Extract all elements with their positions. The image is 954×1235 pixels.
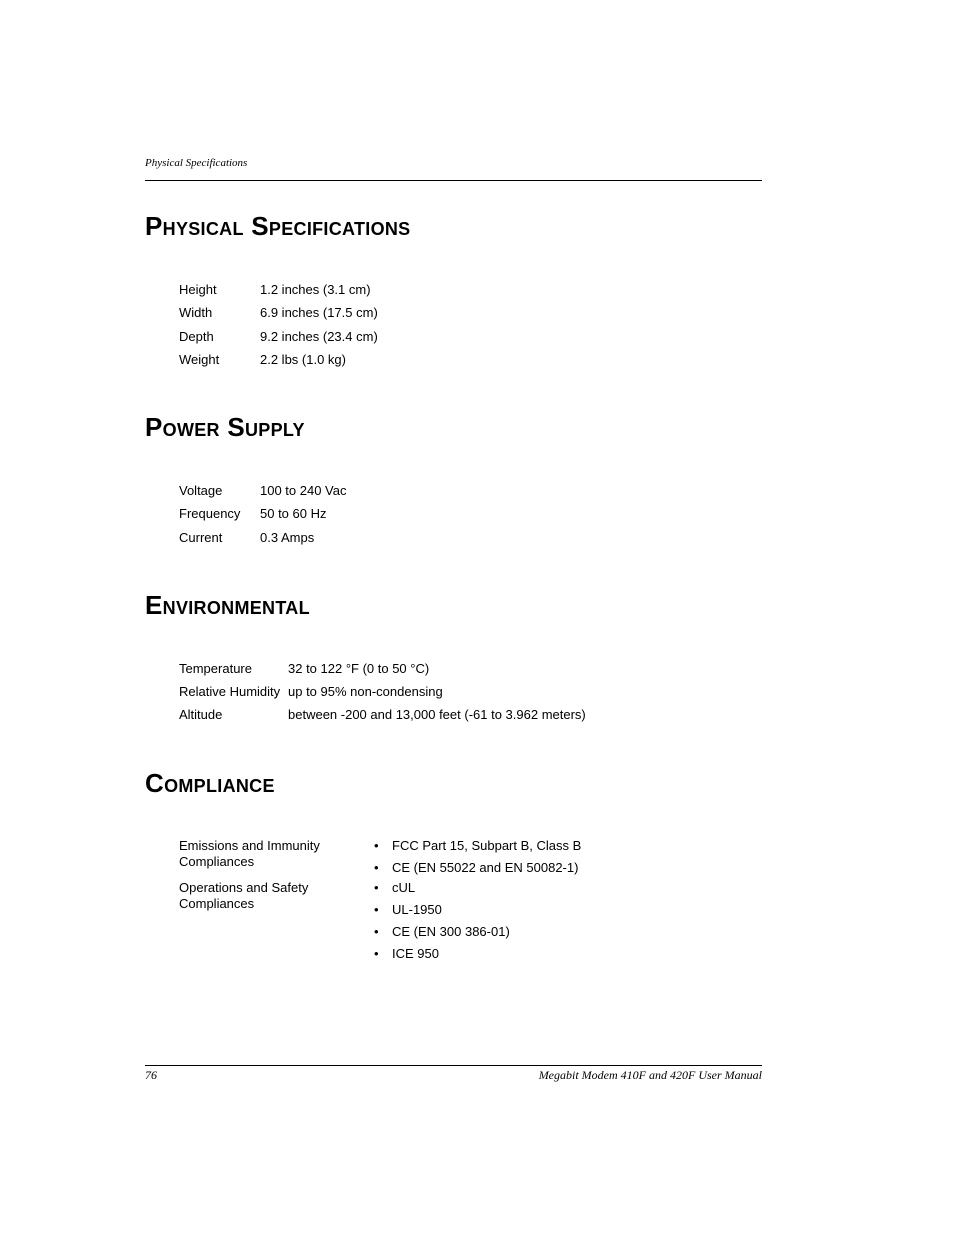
- spec-value: 9.2 inches (23.4 cm): [260, 329, 378, 344]
- bullet-icon: •: [374, 902, 379, 917]
- spec-label: Current: [179, 530, 223, 545]
- spec-label: Altitude: [179, 707, 223, 722]
- spec-value: 0.3 Amps: [260, 530, 315, 545]
- bullet-icon: •: [374, 838, 379, 853]
- spec-label: Temperature: [179, 661, 252, 676]
- bullet-icon: •: [374, 924, 379, 939]
- spec-label: Depth: [179, 329, 214, 344]
- spec-value: 100 to 240 Vac: [260, 483, 347, 498]
- spec-value: 6.9 inches (17.5 cm): [260, 305, 378, 320]
- compliance-item-text: CE (EN 300 386-01): [392, 924, 510, 939]
- section-title-environmental: Environmental: [145, 590, 310, 620]
- spec-label: Height: [179, 282, 217, 297]
- bullet-icon: •: [374, 860, 379, 875]
- spec-value: up to 95% non-condensing: [288, 684, 443, 699]
- spec-label: Width: [179, 305, 213, 320]
- spec-value: 1.2 inches (3.1 cm): [260, 282, 371, 297]
- compliance-label-line: Emissions and Immunity: [179, 838, 320, 853]
- spec-value: 2.2 lbs (1.0 kg): [260, 352, 346, 367]
- section-title-physical: Physical Specifications: [145, 211, 411, 241]
- compliance-item-text: CE (EN 55022 and EN 50082-1): [392, 860, 579, 875]
- compliance-label-line: Compliances: [179, 896, 255, 911]
- compliance-list-item: [374, 880, 415, 896]
- compliance-item-text: UL-1950: [392, 902, 442, 917]
- section-title-compliance: Compliance: [145, 768, 275, 798]
- compliance-list-item: [374, 902, 442, 918]
- compliance-list-item: [374, 924, 510, 940]
- bullet-icon: •: [374, 946, 379, 961]
- compliance-label-line: Compliances: [179, 854, 255, 869]
- compliance-label-safety: [179, 880, 308, 912]
- running-header: Physical Specifications: [145, 157, 248, 169]
- compliance-list-item: [374, 860, 578, 876]
- bullet-icon: •: [374, 880, 379, 895]
- spec-value: 50 to 60 Hz: [260, 506, 327, 521]
- spec-label: Voltage: [179, 483, 223, 498]
- spec-value: between -200 and 13,000 feet (-61 to 3.962 meters): [288, 707, 586, 722]
- section-title-power: Power Supply: [145, 412, 305, 442]
- compliance-list-item: [374, 838, 581, 854]
- header-rule: [145, 180, 762, 181]
- page-number: 76: [145, 1068, 157, 1082]
- spec-label: Frequency: [179, 506, 241, 521]
- footer-rule: [145, 1065, 762, 1066]
- compliance-item-text: FCC Part 15, Subpart B, Class B: [392, 838, 582, 853]
- compliance-label-line: Operations and Safety: [179, 880, 309, 895]
- spec-value: 32 to 122 °F (0 to 50 °C): [288, 661, 430, 676]
- spec-label: Weight: [179, 352, 220, 367]
- manual-title: Megabit Modem 410F and 420F User Manual: [538, 1068, 762, 1082]
- compliance-item-text: cUL: [392, 880, 416, 895]
- compliance-item-text: ICE 950: [392, 946, 439, 961]
- spec-label: Relative Humidity: [179, 684, 281, 699]
- compliance-list-item: [374, 946, 439, 962]
- compliance-label-emissions: [179, 838, 320, 870]
